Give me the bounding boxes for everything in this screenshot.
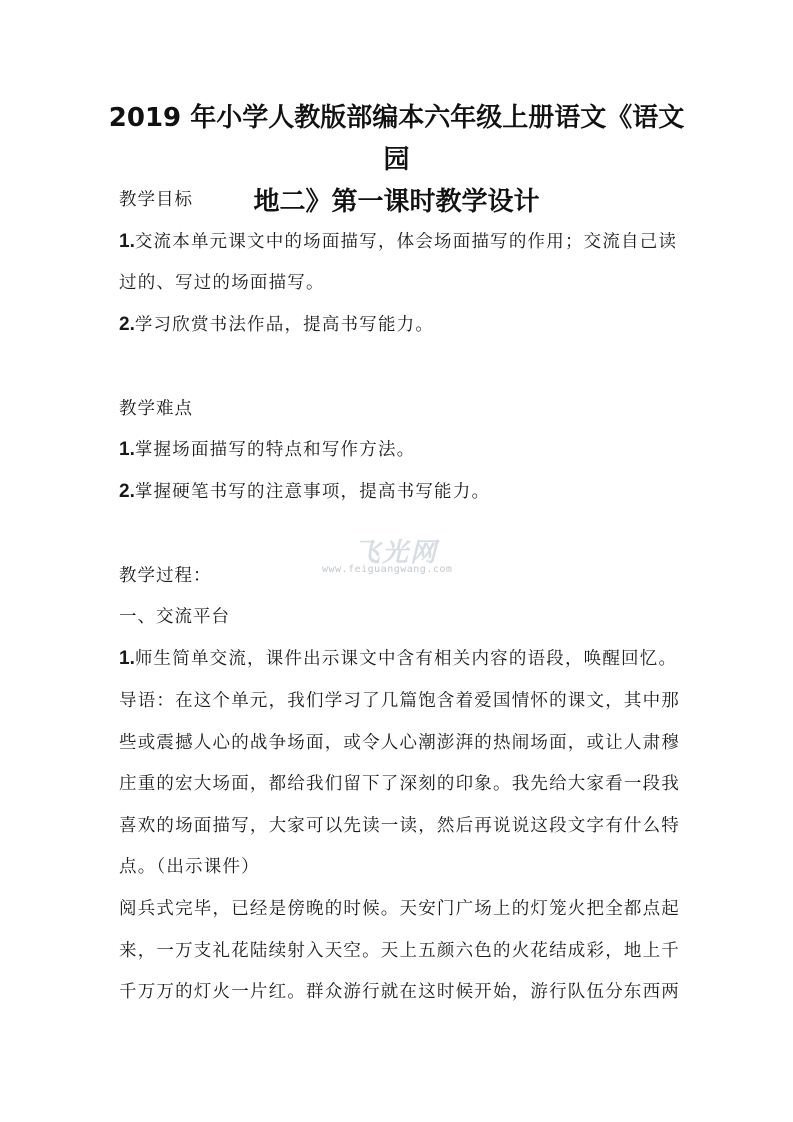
- excerpt-line-1: 阅兵式完毕，已经是傍晚的时候。天安门广场上的灯笼火把全都点起: [119, 899, 680, 919]
- watermark-url: www.feiguangwang.com: [322, 564, 453, 575]
- goals-item-2: [119, 313, 434, 337]
- difficulties-item-1: [119, 438, 415, 462]
- process-subheading: 一、交流平台: [119, 607, 230, 627]
- goals-item-1-number: 1.: [119, 231, 135, 252]
- process-item-1-text: 师生简单交流，课件出示课文中含有相关内容的语段，唤醒回忆。: [134, 649, 678, 669]
- process-item-1: [119, 647, 677, 671]
- intro-line-1: 导语：在这个单元，我们学习了几篇饱含着爱国情怀的课文，其中那: [119, 691, 680, 711]
- intro-line-5: 点。（出示课件）: [119, 857, 260, 877]
- difficulties-item-1-text: 掌握场面描写的特点和写作方法。: [134, 440, 416, 460]
- excerpt-line-2: 来，一万支礼花陆续射入天空。天上五颜六色的火花结成彩，地上千: [119, 941, 680, 961]
- difficulties-item-2-text: 掌握硬笔书写的注意事项，提高书写能力。: [134, 482, 491, 502]
- goals-item-1-continued: 过的、写过的场面描写。: [119, 273, 325, 293]
- watermark-logo: 飞光网: [354, 538, 439, 568]
- goals-heading: 教学目标: [119, 190, 193, 210]
- title-line-1: 2019 年小学人教版部编本六年级上册语文《语文园: [108, 103, 685, 175]
- difficulties-item-2-number: 2.: [119, 481, 135, 502]
- watermark: [322, 532, 462, 582]
- intro-line-4: 喜欢的场面描写，大家可以先读一读，然后再说说这段文字有什么特: [119, 816, 680, 836]
- difficulties-heading: 教学难点: [119, 399, 193, 419]
- goals-item-1-text: 交流本单元课文中的场面描写，体会场面描写的作用；交流自己读: [134, 232, 678, 252]
- title-line-2: 地二》第一课时教学设计: [253, 187, 540, 217]
- goals-item-2-number: 2.: [119, 314, 135, 335]
- difficulties-item-1-number: 1.: [119, 439, 135, 460]
- excerpt-line-3: 千万万的灯火一片红。群众游行就在这时候开始，游行队伍分东西两: [119, 982, 680, 1002]
- process-heading: 教学过程：: [119, 566, 212, 586]
- intro-line-3: 庄重的宏大场面，都给我们留下了深刻的印象。我先给大家看一段我: [119, 774, 680, 794]
- goals-item-1: [119, 230, 677, 254]
- intro-line-2: 些或震撼人心的战争场面，或令人心潮澎湃的热闹场面，或让人肃穆: [119, 733, 680, 753]
- difficulties-item-2: [119, 480, 490, 504]
- goals-item-2-text: 学习欣赏书法作品，提高书写能力。: [134, 315, 435, 335]
- process-item-1-number: 1.: [119, 648, 135, 669]
